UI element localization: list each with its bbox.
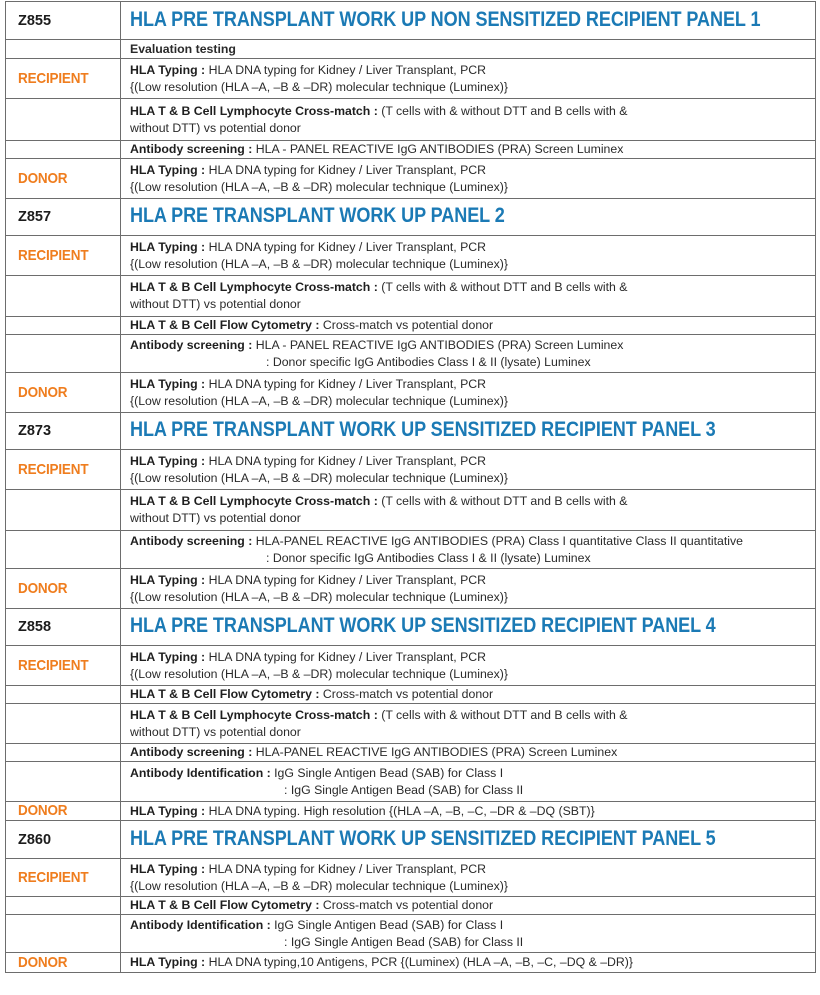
- test-label: Antibody Identification :: [130, 917, 271, 932]
- test-description: [121, 915, 816, 953]
- panel-header-row: [6, 413, 816, 450]
- test-description: [121, 141, 816, 159]
- test-description: [121, 531, 816, 569]
- test-text-continued: without DTT) vs potential donor: [130, 297, 301, 311]
- test-text-continued: {(Low resolution (HLA –A, –B & –DR) molecular technique (Luminex)}: [130, 179, 508, 194]
- test-text: (T cells with & without DTT and B cells with &: [381, 103, 628, 118]
- role-cell: [6, 335, 121, 373]
- panel-header-row: [6, 821, 816, 859]
- panel-title-cell: [121, 609, 816, 646]
- role-cell: [6, 141, 121, 159]
- test-text: IgG Single Antigen Bead (SAB) for Class I: [274, 765, 504, 780]
- test-text-continued: without DTT) vs potential donor: [130, 511, 301, 525]
- test-label: Antibody screening :: [130, 142, 253, 156]
- test-row: [6, 236, 816, 276]
- test-description: [121, 686, 816, 704]
- test-description: [121, 159, 816, 199]
- panel-code-cell: [6, 821, 121, 859]
- panel-code-cell: [6, 2, 121, 40]
- test-label: HLA Typing :: [130, 572, 206, 587]
- role-cell: [6, 373, 121, 413]
- test-row: [6, 276, 816, 317]
- panel-title: HLA PRE TRANSPLANT WORK UP SENSITIZED RECIPIENT PANEL 5: [130, 826, 716, 850]
- test-text-continued: {(Low resolution (HLA –A, –B & –DR) molecular technique (Luminex)}: [130, 589, 508, 604]
- test-description: [121, 317, 816, 335]
- test-text: (T cells with & without DTT and B cells with &: [381, 494, 628, 508]
- test-description: [121, 802, 816, 821]
- role-cell: [6, 59, 121, 99]
- test-description: [121, 859, 816, 897]
- recipient-label: RECIPIENT: [18, 69, 89, 87]
- test-text: HLA DNA typing for Kidney / Liver Transplant, PCR: [208, 62, 487, 77]
- test-row: [6, 802, 816, 821]
- test-row: [6, 897, 816, 915]
- role-cell: [6, 276, 121, 317]
- role-cell: [6, 859, 121, 897]
- role-cell: [6, 897, 121, 915]
- test-label: HLA Typing :: [130, 453, 206, 468]
- panel-code: Z855: [18, 12, 52, 29]
- test-text: Cross-match vs potential donor: [322, 318, 494, 332]
- test-row: [6, 569, 816, 609]
- test-text: HLA DNA typing for Kidney / Liver Transplant, PCR: [208, 376, 487, 391]
- test-text: HLA DNA typing,10 Antigens, PCR {(Luminex) (HLA –A, –B, –C, –DQ & –DR)}: [208, 955, 634, 969]
- donor-label: DONOR: [18, 802, 68, 819]
- test-row: [6, 335, 816, 373]
- role-cell: [6, 317, 121, 335]
- role-cell: [6, 646, 121, 686]
- test-text-indented: : IgG Single Antigen Bead (SAB) for Class II: [284, 782, 524, 797]
- test-text: HLA DNA typing for Kidney / Liver Transplant, PCR: [208, 162, 487, 177]
- test-text-continued: {(Low resolution (HLA –A, –B & –DR) molecular technique (Luminex)}: [130, 79, 508, 94]
- test-row: [6, 646, 816, 686]
- role-cell: [6, 490, 121, 531]
- panel-title-cell: [121, 199, 816, 236]
- role-cell: [6, 762, 121, 802]
- panel-code: Z857: [18, 209, 52, 225]
- test-label: Antibody Identification :: [130, 765, 271, 780]
- test-row: [6, 953, 816, 973]
- test-description: [121, 762, 816, 802]
- test-label: HLA T & B Cell Flow Cytometry :: [130, 318, 320, 332]
- panel-table: [5, 1, 816, 973]
- test-description: [121, 897, 816, 915]
- evaluation-row: [6, 40, 816, 59]
- test-text-continued: {(Low resolution (HLA –A, –B & –DR) molecular technique (Luminex)}: [130, 878, 508, 893]
- panel-header-row: [6, 2, 816, 40]
- test-text: (T cells with & without DTT and B cells with &: [381, 707, 628, 722]
- role-cell: [6, 450, 121, 490]
- test-row: [6, 59, 816, 99]
- empty-cell: [6, 40, 121, 59]
- test-row: [6, 159, 816, 199]
- panel-header-row: [6, 199, 816, 236]
- panel-code-cell: [6, 199, 121, 236]
- role-cell: [6, 159, 121, 199]
- test-row: [6, 762, 816, 802]
- panel-title-cell: [121, 2, 816, 40]
- donor-label: DONOR: [18, 579, 68, 597]
- test-text-continued: {(Low resolution (HLA –A, –B & –DR) molecular technique (Luminex)}: [130, 393, 508, 408]
- donor-label: DONOR: [18, 169, 68, 187]
- test-row: [6, 99, 816, 141]
- role-cell: [6, 744, 121, 762]
- panel-code: Z873: [18, 423, 52, 439]
- role-cell: [6, 531, 121, 569]
- test-row: [6, 317, 816, 335]
- panel-title-cell: [121, 821, 816, 859]
- test-label: HLA Typing :: [130, 376, 206, 391]
- donor-label: DONOR: [18, 383, 68, 401]
- test-text: HLA DNA typing for Kidney / Liver Transplant, PCR: [208, 453, 487, 468]
- test-row: [6, 686, 816, 704]
- test-text-continued: without DTT) vs potential donor: [130, 724, 301, 739]
- test-text: HLA-PANEL REACTIVE IgG ANTIBODIES (PRA) Screen Luminex: [255, 745, 618, 759]
- test-text: HLA DNA typing for Kidney / Liver Transplant, PCR: [208, 861, 487, 876]
- test-description: [121, 490, 816, 531]
- test-text: HLA DNA typing. High resolution {(HLA –A, –B, –C, –DR & –DQ (SBT)}: [208, 803, 595, 818]
- test-description: [121, 59, 816, 99]
- test-label: HLA Typing :: [130, 239, 206, 254]
- recipient-label: RECIPIENT: [18, 868, 89, 886]
- panel-title: HLA PRE TRANSPLANT WORK UP SENSITIZED RECIPIENT PANEL 4: [130, 614, 716, 637]
- role-cell: [6, 802, 121, 821]
- test-description: [121, 646, 816, 686]
- panel-title-cell: [121, 413, 816, 450]
- test-text-indented: : Donor specific IgG Antibodies Class I & II (lysate) Luminex: [266, 354, 591, 369]
- test-row: [6, 859, 816, 897]
- test-label: HLA Typing :: [130, 955, 206, 969]
- test-row: [6, 531, 816, 569]
- test-label: HLA T & B Cell Lymphocyte Cross-match :: [130, 103, 378, 118]
- role-cell: [6, 953, 121, 973]
- panel-title: HLA PRE TRANSPLANT WORK UP NON SENSITIZED RECIPIENT PANEL 1: [130, 7, 761, 31]
- test-row: [6, 744, 816, 762]
- test-text: Cross-match vs potential donor: [322, 687, 494, 701]
- test-label: HLA Typing :: [130, 803, 206, 818]
- test-text-continued: {(Low resolution (HLA –A, –B & –DR) molecular technique (Luminex)}: [130, 256, 508, 271]
- test-description: [121, 704, 816, 744]
- test-description: [121, 450, 816, 490]
- panel-code-cell: [6, 413, 121, 450]
- role-cell: [6, 915, 121, 953]
- test-label: HLA T & B Cell Flow Cytometry :: [130, 687, 320, 701]
- role-cell: [6, 569, 121, 609]
- test-text: Cross-match vs potential donor: [322, 898, 494, 912]
- panel-header-row: [6, 609, 816, 646]
- test-text-continued: {(Low resolution (HLA –A, –B & –DR) molecular technique (Luminex)}: [130, 666, 508, 681]
- test-row: [6, 704, 816, 744]
- role-cell: [6, 99, 121, 141]
- test-text: HLA DNA typing for Kidney / Liver Transplant, PCR: [208, 649, 487, 664]
- test-text-indented: : Donor specific IgG Antibodies Class I & II (lysate) Luminex: [266, 550, 591, 565]
- test-text-indented: : IgG Single Antigen Bead (SAB) for Class II: [284, 934, 524, 949]
- role-cell: [6, 704, 121, 744]
- test-label: Antibody screening :: [130, 533, 253, 548]
- test-row: [6, 450, 816, 490]
- test-text-continued: {(Low resolution (HLA –A, –B & –DR) molecular technique (Luminex)}: [130, 470, 508, 485]
- panel-title: HLA PRE TRANSPLANT WORK UP SENSITIZED RECIPIENT PANEL 3: [130, 418, 716, 441]
- test-row: [6, 373, 816, 413]
- test-description: [121, 276, 816, 317]
- test-description: [121, 373, 816, 413]
- test-description: [121, 953, 816, 973]
- evaluation-text: Evaluation testing: [121, 40, 816, 59]
- panel-title: HLA PRE TRANSPLANT WORK UP PANEL 2: [130, 204, 505, 227]
- role-cell: [6, 236, 121, 276]
- test-text: IgG Single Antigen Bead (SAB) for Class I: [274, 917, 504, 932]
- test-label: HLA Typing :: [130, 649, 206, 664]
- test-description: [121, 569, 816, 609]
- recipient-label: RECIPIENT: [18, 460, 89, 478]
- test-description: [121, 236, 816, 276]
- test-label: HLA T & B Cell Lymphocyte Cross-match :: [130, 494, 378, 508]
- test-label: HLA T & B Cell Lymphocyte Cross-match :: [130, 707, 378, 722]
- donor-label: DONOR: [18, 953, 68, 971]
- test-label: Antibody screening :: [130, 745, 253, 759]
- test-label: HLA Typing :: [130, 162, 206, 177]
- test-label: Antibody screening :: [130, 337, 253, 352]
- test-row: [6, 141, 816, 159]
- role-cell: [6, 686, 121, 704]
- test-text-continued: without DTT) vs potential donor: [130, 120, 301, 135]
- test-description: [121, 99, 816, 141]
- test-text: (T cells with & without DTT and B cells with &: [381, 280, 628, 294]
- test-description: [121, 335, 816, 373]
- test-label: HLA T & B Cell Lymphocyte Cross-match :: [130, 280, 378, 294]
- test-label: HLA T & B Cell Flow Cytometry :: [130, 898, 320, 912]
- recipient-label: RECIPIENT: [18, 656, 89, 674]
- test-text: HLA DNA typing for Kidney / Liver Transplant, PCR: [208, 239, 487, 254]
- test-text: HLA DNA typing for Kidney / Liver Transplant, PCR: [208, 572, 487, 587]
- test-text: HLA - PANEL REACTIVE IgG ANTIBODIES (PRA) Screen Luminex: [255, 337, 624, 352]
- recipient-label: RECIPIENT: [18, 246, 89, 264]
- test-row: [6, 915, 816, 953]
- panel-code: Z858: [18, 619, 52, 635]
- test-row: [6, 490, 816, 531]
- test-text: HLA-PANEL REACTIVE IgG ANTIBODIES (PRA) Class I quantitative Class II quantitative: [255, 533, 743, 548]
- panel-code: Z860: [18, 831, 52, 848]
- panel-code-cell: [6, 609, 121, 646]
- test-label: HLA Typing :: [130, 62, 206, 77]
- test-description: [121, 744, 816, 762]
- test-label: HLA Typing :: [130, 861, 206, 876]
- test-text: HLA - PANEL REACTIVE IgG ANTIBODIES (PRA) Screen Luminex: [255, 142, 624, 156]
